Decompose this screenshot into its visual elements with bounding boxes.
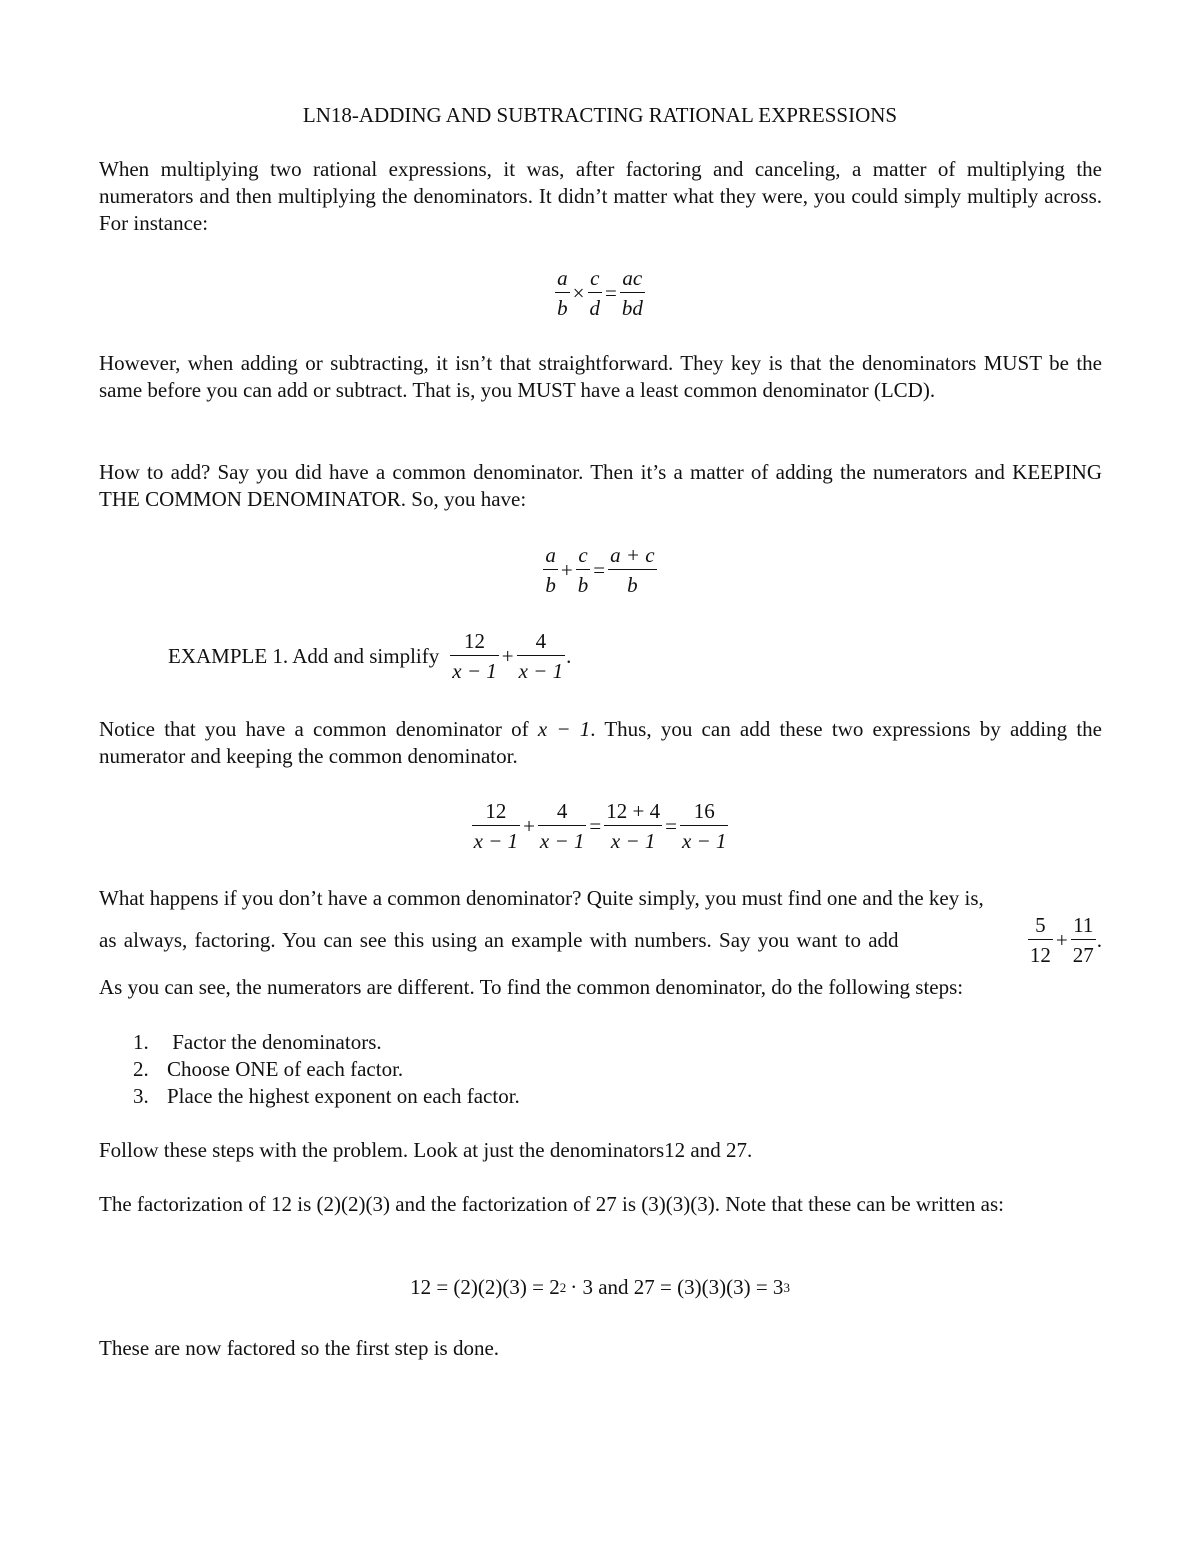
list-item: 2. Choose ONE of each factor. (133, 1057, 404, 1081)
equation-add (0, 543, 1200, 597)
paragraph-factorization: The factorization of 12 is (2)(2)(3) and the factorization of 27 is (3)(3)(3). Note that these can be written as: (99, 1192, 1004, 1216)
list-item: 1. Factor the denominators. (133, 1030, 382, 1054)
paragraph-first-step-done: These are now factored so the first step is done. (99, 1336, 500, 1360)
equation-example-1 (0, 799, 1200, 853)
numeric-example: $\frac{5}{12}$ + $\frac{11}{27}$ . (1029, 913, 1102, 967)
fraction: $\frac{16}{x - 1}$ (681, 799, 727, 853)
paragraph-no-common-denominator-line3: As you can see, the numerators are different. To find the common denominator, do the following steps: (99, 975, 964, 999)
example-label: EXAMPLE 1. Add and simplify (168, 643, 440, 668)
paragraph-common-denominator: Notice that you have a common denominator of x − 1. Thus, you can add these two expressions by adding the numerator and keeping the common denominator. (99, 717, 1102, 768)
list-item: 3. Place the highest exponent on each factor. (133, 1084, 520, 1108)
steps-list (99, 1029, 520, 1110)
fraction: $\frac{c}{d}$ (589, 266, 600, 320)
paragraph-no-common-denominator-line1: What happens if you don’t have a common denominator? Quite simply, you must find one and the key is, (99, 886, 984, 910)
period: . (566, 643, 572, 668)
equals-sign: = (593, 557, 606, 582)
fraction: $\frac{ac}{bd}$ (621, 266, 643, 320)
fraction: $\frac{12}{x - 1}$ (473, 799, 519, 853)
inline-math: x − 1 (537, 717, 591, 741)
fraction: $\frac{12}{x - 1}$ (452, 629, 497, 683)
paragraph-multiplying: When multiplying two rational expressions, it was, after factoring and canceling, a matter of multiplying the numerators and then multiplying the denominators. It didn’t matter what they were, you could simply multiply across. For instance: (99, 157, 1102, 235)
operator: + (560, 557, 573, 582)
operator: + (523, 813, 535, 838)
fraction: $\frac{11}{27}$ (1072, 913, 1094, 967)
fraction: $\frac{c}{b}$ (577, 543, 589, 597)
fraction: $\frac{a}{b}$ (557, 266, 568, 320)
example-1 (168, 629, 571, 683)
operator: + (501, 643, 514, 668)
equals-sign: = (589, 813, 602, 838)
paragraph-adding-intro: However, when adding or subtracting, it isn’t that straightforward. They key is that the denominators MUST be the same before you can add or subtract. That is, you MUST have a least common denominator (LCD). (99, 351, 1102, 402)
fraction: $\frac{5}{12}$ (1029, 913, 1051, 967)
fraction: $\frac{a}{b}$ (545, 543, 556, 597)
equation-multiply (0, 266, 1200, 320)
fraction: $\frac{a + c}{b}$ (610, 543, 655, 597)
paragraph-no-common-denominator-line2: as always, factoring. You can see this using an example with numbers. Say you want to add $\frac{5}{12}$ + $\frac{11}{27}$ . (99, 913, 1102, 967)
paragraph-how-to-add: How to add? Say you did have a common denominator. Then it’s a matter of adding the numerators and KEEPING THE COMMON DENOMINATOR. So, you have: (99, 460, 1102, 511)
operator: × (572, 280, 585, 305)
equation-factorization: 12 = (2)(2)(3) = 2 2 · 3 and 27 = (3)(3)(3) = 3 3 (410, 1275, 790, 1299)
fraction: $\frac{4}{x - 1}$ (518, 629, 564, 683)
fraction: $\frac{12 + 4}{x - 1}$ (606, 799, 661, 853)
operator: + (1055, 927, 1068, 952)
page-title: LN18-ADDING AND SUBTRACTING RATIONAL EXPRESSIONS (302, 103, 898, 127)
equals-sign: = (665, 813, 677, 838)
paragraph-follow-steps: Follow these steps with the problem. Look at just the denominators12 and 27. (99, 1138, 753, 1162)
fraction: $\frac{4}{x - 1}$ (539, 799, 585, 853)
equals-sign: = (605, 280, 617, 305)
